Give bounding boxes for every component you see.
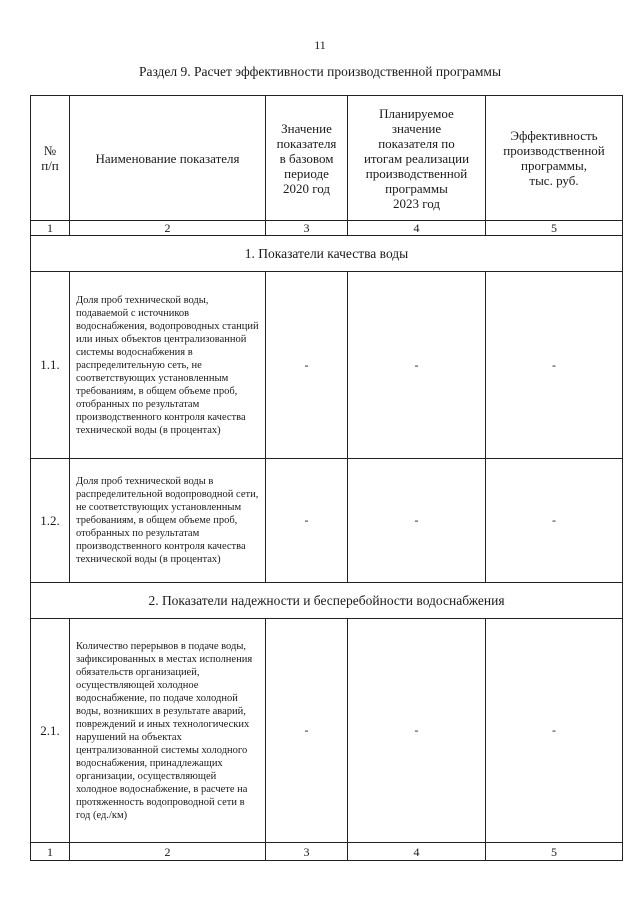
indicator-name: Количество перерывов в подаче воды, зафиксированных в местах исполнения обязательств организацией, осуществляющей холодное водоснабжение, по подаче холодной воды, возникших в результате аварий, повреждений и иных технологических нарушений на объектах централизованной системы холодного водоснабжения, принадлежащих организации, осуществляющей холодное водоснабжение, в расчете на протяженность водопроводной сети в год (ед./км) [70, 619, 266, 843]
header-number: № п/п [31, 96, 70, 221]
header-base-value: Значение показателя в базовом периоде 2020 год [266, 96, 348, 221]
column-number: 1 [31, 843, 70, 861]
planned-value: - [348, 272, 486, 459]
base-value: - [266, 619, 348, 843]
column-number: 2 [70, 221, 266, 236]
column-number: 3 [266, 843, 348, 861]
column-number: 4 [348, 843, 486, 861]
header-row [31, 96, 623, 221]
column-number-row [31, 843, 623, 861]
efficiency-value: - [486, 459, 623, 583]
column-number: 4 [348, 221, 486, 236]
row-index: 1.2. [31, 459, 70, 583]
table-row [31, 272, 623, 459]
column-number-row [31, 221, 623, 236]
planned-value: - [348, 459, 486, 583]
table-row [31, 459, 623, 583]
column-number: 1 [31, 221, 70, 236]
row-index: 1.1. [31, 272, 70, 459]
header-planned-value: Планируемое значение показателя по итогам реализации производственной программы 2023 год [348, 96, 486, 221]
section-heading: 1. Показатели качества воды [31, 236, 623, 272]
indicator-name: Доля проб технической воды в распределительной водопроводной сети, не соответствующих установленным требованиям, в общем объеме проб, отобранных по результатам производственного контроля качества технической воды (в процентах) [70, 459, 266, 583]
column-number: 5 [486, 221, 623, 236]
efficiency-table [30, 95, 623, 861]
efficiency-value: - [486, 272, 623, 459]
section-heading: 2. Показатели надежности и бесперебойности водоснабжения [31, 583, 623, 619]
table-row [31, 619, 623, 843]
base-value: - [266, 459, 348, 583]
indicator-name: Доля проб технической воды, подаваемой с источников водоснабжения, водопроводных станций или иных объектов централизованной системы водоснабжения в распределительную сеть, не соответствующих установленным требованиям, в общем объеме проб, отобранных по результатам производственного контроля качества технической воды (в процентах) [70, 272, 266, 459]
section-title: Раздел 9. Расчет эффективности производственной программы [138, 64, 502, 79]
header-efficiency: Эффективность производственной программы, тыс. руб. [486, 96, 623, 221]
base-value: - [266, 272, 348, 459]
column-number: 2 [70, 843, 266, 861]
section-row [31, 583, 623, 619]
column-number: 3 [266, 221, 348, 236]
header-indicator-name: Наименование показателя [70, 96, 266, 221]
row-index: 2.1. [31, 619, 70, 843]
planned-value: - [348, 619, 486, 843]
column-number: 5 [486, 843, 623, 861]
efficiency-value: - [486, 619, 623, 843]
section-row [31, 236, 623, 272]
page-number: 11 [314, 38, 326, 52]
